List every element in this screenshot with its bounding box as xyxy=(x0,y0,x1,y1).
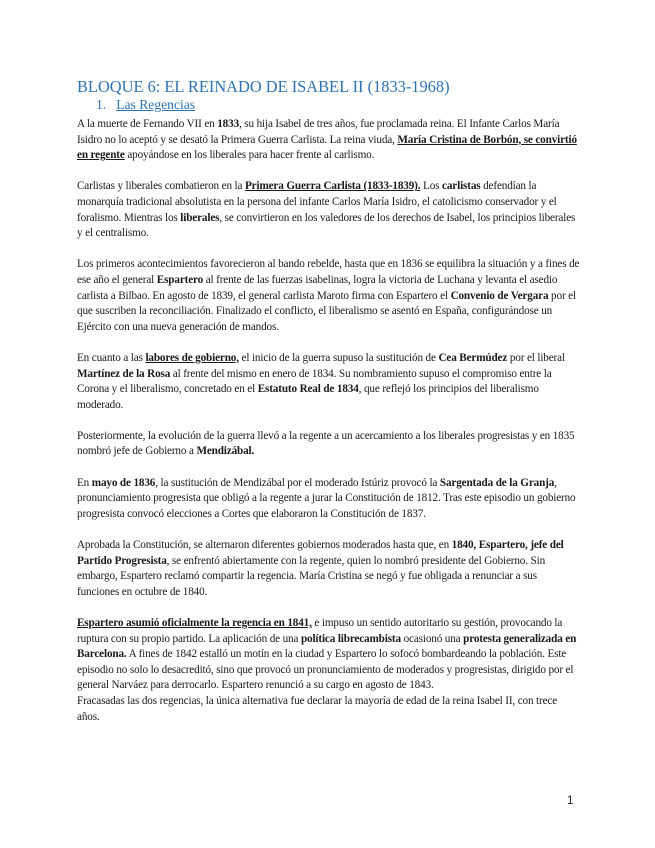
paragraph-text: , se convirtieron en los valedores de los derechos de Isabel, los principios liberales y el centralismo. xyxy=(77,211,576,240)
body-paragraph xyxy=(77,538,580,600)
emphasis-text: protesta generalizada en Barcelona. xyxy=(77,632,577,661)
emphasis-text: mayo de 1836 xyxy=(91,476,156,489)
emphasis-text: Espartero xyxy=(156,273,204,286)
emphasis-text: carlistas xyxy=(442,180,481,193)
paragraph-text: e impuso un sentido autoritario su gestión, provocando la ruptura con su propio partido. La aplicación de una xyxy=(77,617,563,645)
paragraph-text: al frente de las fuerzas isabelinas, logra la victoria de Luchana y levanta el asedio carlista a Bilbao. En agosto de 1839, el general carlista Maroto firma con Espartero el xyxy=(77,273,558,302)
paragraph-text: el inicio de la guerra supuso la sustitución de xyxy=(238,351,439,364)
emphasis-text: Cea Bermúdez xyxy=(438,351,508,364)
paragraph-text: Fracasadas las dos regencias, la única alternativa fue declarar la mayoría de edad de la reina Isabel II, con trece años. xyxy=(77,694,558,723)
paragraph-text: Posteriormente, la evolución de la guerra llevó a la regente a un acercamiento a los liberales progresistas y en 1835 nombró jefe de Gobierno a xyxy=(77,429,575,458)
emphasis-text: Sargentada de la Granja xyxy=(439,476,555,489)
paragraph-text: En cuanto a las xyxy=(77,351,146,364)
paragraph-text: A la muerte de Fernando VII en xyxy=(77,118,218,130)
emphasis-text: Martínez de la Rosa xyxy=(77,367,171,380)
paragraph-text: Los primeros acontecimientos favorecieron al bando rebelde, hasta que en 1836 se equilibra la situación y a fines de ese año el general xyxy=(77,258,580,286)
body-paragraph xyxy=(77,616,580,694)
emphasis-text: 1840, Espartero, jefe del Partido Progresista xyxy=(77,539,564,567)
body-paragraph xyxy=(77,429,580,460)
paragraph-text: por el liberal xyxy=(507,351,565,364)
emphasis-text: Mendizábal. xyxy=(196,445,255,458)
paragraph-text: por el que suscriben la reconciliación. Finalizado el conflicto, el liberalismo se asentó en España, configurándose un Ejército con una nueva generación de mandos. xyxy=(77,289,576,333)
paragraph-text: defendían la monarquía tradicional absolutista en la persona del infante Carlos María Isidro, el catolicismo conservador y el foralismo. Mientras los xyxy=(77,180,557,224)
section-heading xyxy=(96,97,195,113)
paragraph-text: ocasionó una xyxy=(400,632,464,645)
emphasis-text: Primera Guerra Carlista (1833-1839). xyxy=(244,180,421,193)
emphasis-text: María Cristina de Borbón, se convirtió en regente xyxy=(77,133,577,162)
body-paragraph xyxy=(77,476,580,523)
emphasis-text: Convenio de Vergara xyxy=(450,289,549,302)
section-label: Las Regencias xyxy=(116,97,196,112)
paragraph-text: A fines de 1842 estalló un motín en la ciudad y Espartero lo sofocó bombardeando la población. Este episodio no solo lo desacreditó, sino que provocó un pronunciamiento de moderados y progresistas, dirigido por el general Narváez para derrocarlo. Espartero renunció a su cargo en agosto de 1843. xyxy=(77,648,574,692)
paragraph-text: , pronunciamiento progresista que obligó a la regente a jurar la Constitución de 1812. Tras este episodio un gobierno progresista convocó elecciones a Cortes que elaboraron la Constitución de 1837. xyxy=(77,476,576,520)
emphasis-text: Espartero asumió oficialmente la regencia en 1841, xyxy=(77,617,312,629)
body-paragraph xyxy=(77,351,580,413)
body-paragraph xyxy=(77,179,580,241)
document-body xyxy=(77,117,580,741)
paragraph-text: , se enfrentó abiertamente con la regente, quien lo nombró presidente del Gobierno. Sin embargo, Espartero reclamó compartir la regencia. María Cristina se negó y fue obligada a renunciar a sus funciones en octubre de 1840. xyxy=(77,554,546,598)
paragraph-text: , que reflejó los principios del liberalismo moderado. xyxy=(77,383,539,411)
body-paragraph xyxy=(77,257,580,335)
emphasis-text: labores de gobierno, xyxy=(145,351,239,364)
page-title: BLOQUE 6: EL REINADO DE ISABEL II (1833-1968) xyxy=(77,77,450,96)
page-number: 1 xyxy=(567,795,574,807)
paragraph-text: En xyxy=(77,476,92,489)
paragraph-text: Aprobada la Constitución, se alternaron diferentes gobiernos moderados hasta que, en xyxy=(77,539,452,552)
emphasis-text: Estatuto Real de 1834 xyxy=(257,383,359,396)
paragraph-text: al frente del mismo en enero de 1834. Su nombramiento supuso el compromiso entre la Corona y el liberalismo, concretado en el xyxy=(77,367,552,396)
paragraph-text: , la sustitución de Mendizábal por el moderado Istúriz provocó la xyxy=(155,476,440,489)
section-number: 1. xyxy=(96,97,107,112)
paragraph-text: Los xyxy=(420,180,443,193)
paragraph-text: apoyándose en los liberales para hacer frente al carlismo. xyxy=(124,149,375,162)
paragraph-text: Carlistas y liberales combatieron en la xyxy=(77,180,245,193)
paragraph-text: , su hija Isabel de tres años, fue proclamada reina. El Infante Carlos María Isidro no lo aceptó y se desató la Primera Guerra Carlista. La reina viuda, xyxy=(77,118,560,146)
emphasis-text: liberales xyxy=(180,211,220,224)
emphasis-text: 1833 xyxy=(217,118,240,130)
emphasis-text: política librecambista xyxy=(300,632,401,645)
body-paragraph xyxy=(77,694,580,725)
body-paragraph xyxy=(77,117,580,164)
